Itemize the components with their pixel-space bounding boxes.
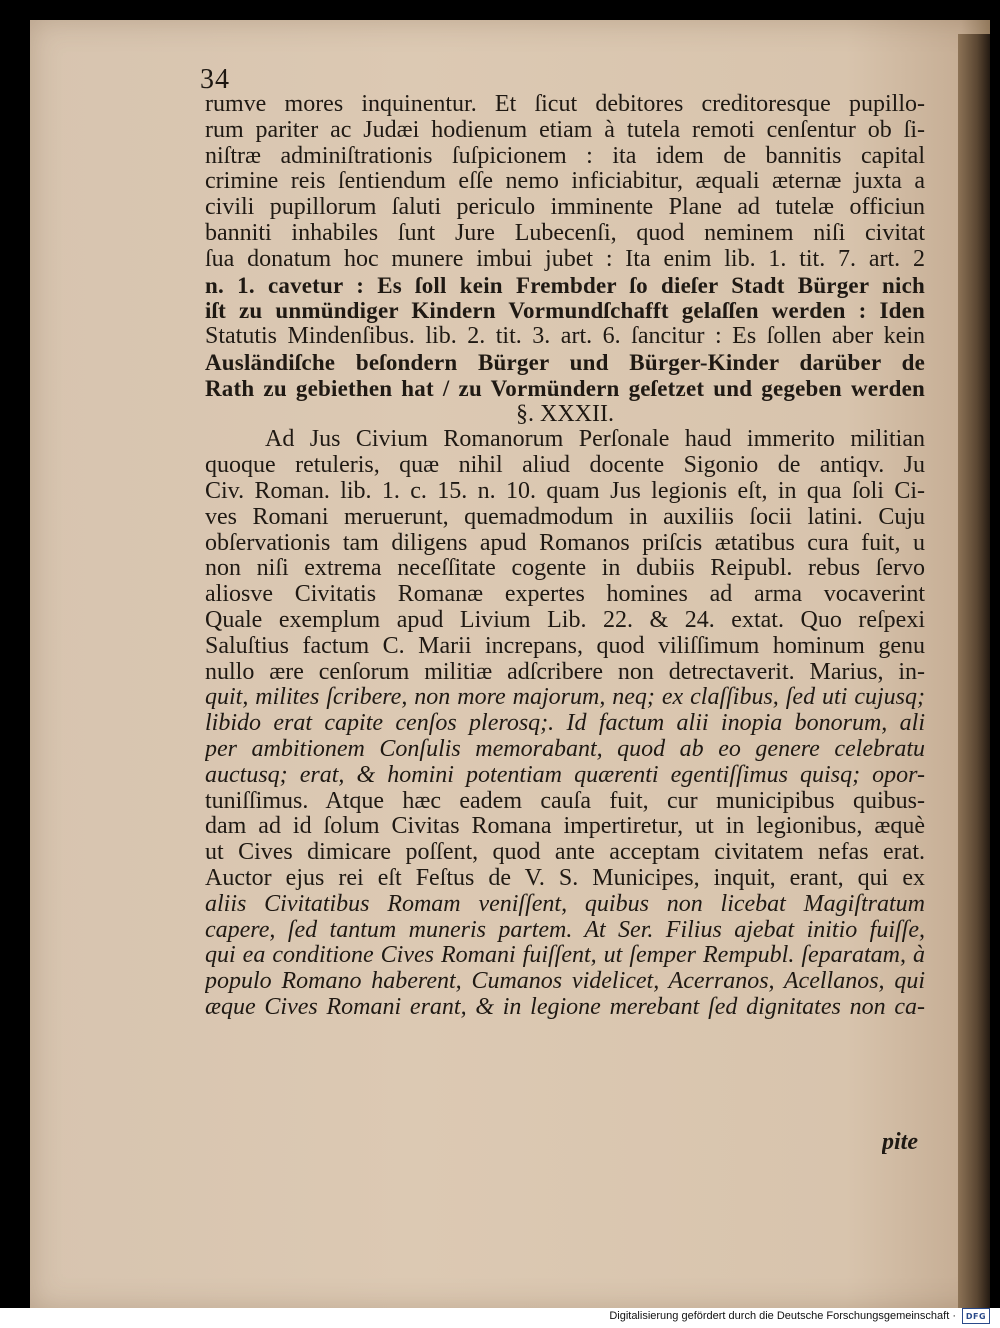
text-line: ves Romani meruerunt, quemadmodum in auxiliis ſocii latini. Cuju — [205, 504, 925, 530]
text-line: per ambitionem Conſulis memorabant, quod ab eo genere celebratu — [205, 736, 925, 762]
text-line: Auctor ejus rei eſt Feſtus de V. S. Municipes, inquit, erant, qui ex — [205, 865, 925, 891]
text-line: quit, milites ſcribere, non more majorum, neq; ex claſſibus, ſed uti cujusq; — [205, 685, 925, 711]
text-line: iſt zu unmündiger Kindern Vormundſchafft gelaſſen werden : Iden — [205, 298, 925, 324]
text-line: Civ. Roman. lib. 1. c. 15. n. 10. quam Jus legionis eſt, in qua ſoli Ci- — [205, 478, 925, 504]
text-line: niſtræ adminiſtrationis ſuſpicionem : ita idem de bannitis capital — [205, 143, 925, 169]
text-line: rum pariter ac Judæi hodienum etiam à tutela remoti cenſentur ob ſi- — [205, 117, 925, 143]
body-text — [205, 92, 925, 1021]
text-line: non niſi extrema neceſſitate cogente in dubiis Reipubl. rebus ſervo — [205, 556, 925, 582]
text-line: rumve mores inquinentur. Et ſicut debitores creditoresque pupillo- — [205, 92, 925, 117]
text-line: qui ea conditione Cives Romani fuiſſent, ut ſemper Rempubl. ſeparatam, à — [205, 943, 925, 969]
text-line: Quale exemplum apud Livium Lib. 22. & 24. extat. Quo reſpexi — [205, 607, 925, 633]
page-number: 34 — [200, 64, 230, 95]
text-line: civili pupillorum ſaluti periculo imminente Plane ad tutelæ officiun — [205, 195, 925, 221]
text-line: auctusq; erat, & homini potentiam quærenti egentiſſimus quisq; opor- — [205, 762, 925, 788]
catchword: pite — [882, 1130, 918, 1155]
text-line: Ausländiſche beſondern Bürger und Bürger-Kinder darüber de — [205, 349, 925, 375]
text-line: populo Romano haberent, Cumanos videlicet, Acerranos, Acellanos, qui — [205, 969, 925, 995]
text-line: dam ad id ſolum Civitas Romana impertiretur, ut in legionibus, æquè — [205, 814, 925, 840]
text-line: n. 1. cavetur : Es ſoll kein Frembder ſo dieſer Stadt Bürger nich — [205, 272, 925, 298]
text-line: nullo ære cenſorum militiæ adſcribere non detrectaverit. Marius, in- — [205, 659, 925, 685]
text-line: aliosve Civitatis Romanæ expertes homines ad arma vocaverint — [205, 582, 925, 608]
text-line: obſervationis tam diligens apud Romanos priſcis ætatibus cura fuit, u — [205, 530, 925, 556]
text-line: æque Cives Romani erant, & in legione merebant ſed dignitates non ca- — [205, 994, 925, 1020]
text-line: ſua donatum hoc munere imbui jubet : Ita enim lib. 1. tit. 7. art. 2 — [205, 246, 925, 272]
text-line: aliis Civitatibus Romam veniſſent, quibus non licebat Magiſtratum — [205, 891, 925, 917]
text-line: Saluſtius factum C. Marii increpans, quod viliſſimum hominum genu — [205, 633, 925, 659]
text-line: tuniſſimus. Atque hæc eadem cauſa fuit, cur municipibus quibus- — [205, 788, 925, 814]
footer — [609, 1308, 990, 1324]
text-line: capere, ſed tantum muneris partem. At Ser. Filius ajebat initio fuiſſe, — [205, 917, 925, 943]
text-line: ut Cives dimicare poſſent, quod ante acceptam civitatem nefas erat. — [205, 840, 925, 866]
text-line: banniti inhabiles ſunt Jure Lubecenſi, quod neminem niſi civitat — [205, 220, 925, 246]
text-line: Ad Jus Civium Romanorum Perſonale haud immerito militian — [265, 427, 925, 453]
text-line: Rath zu gebiethen hat / zu Vormündern geſetzet und gegeben werden — [205, 375, 925, 401]
text-line: §. XXXII. — [516, 401, 614, 427]
footer-credit: Digitalisierung gefördert durch die Deutsche Forschungsgemeinschaft · — [609, 1310, 956, 1322]
text-line: crimine reis ſentiendum eſſe nemo inficiabitur, æquali æternæ juxta a — [205, 169, 925, 195]
dfg-logo-icon: DFG — [962, 1308, 990, 1324]
page-edge-shadow — [958, 34, 990, 1310]
text-line: quoque retuleris, quæ nihil aliud docente Sigonio de antiqv. Ju — [205, 453, 925, 479]
text-line: libido erat capite cenſos plerosq;. Id factum alii inopia bonorum, ali — [205, 711, 925, 737]
text-line: Statutis Mindenſibus. lib. 2. tit. 3. art. 6. ſancitur : Es ſollen aber kein — [205, 324, 925, 350]
